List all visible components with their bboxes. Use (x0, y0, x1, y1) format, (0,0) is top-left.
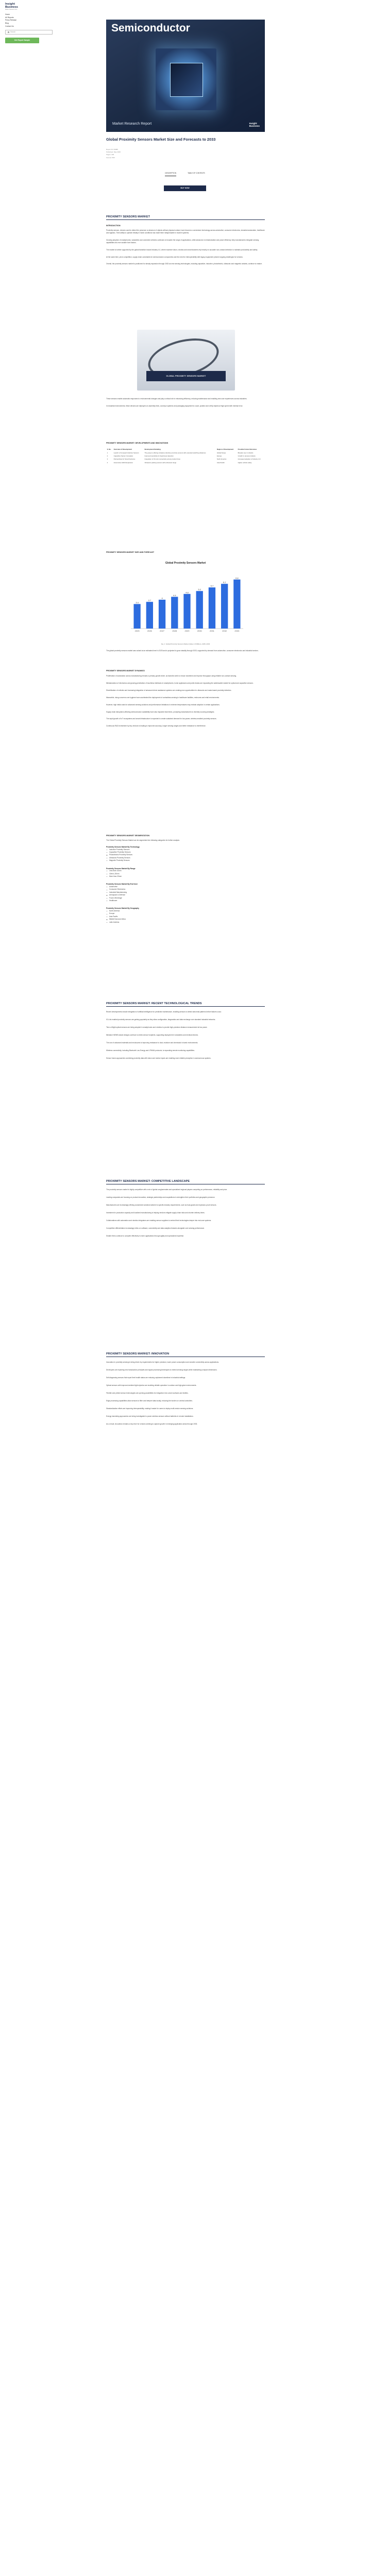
logo-line-1: Insight (5, 3, 15, 6)
segment-group-title: Proximity Sensors Market By Range (106, 867, 136, 870)
body-paragraph: The use of advanced materials and enclosures is improving resistance to dust, moisture and chemicals in harsh environments. (106, 1041, 198, 1044)
overview-heading: PROXIMITY SENSORS MARKET (106, 215, 265, 220)
body-paragraph: Edge processing capabilities allow sensors to filter and interpret data locally, reducing the burden on central controllers. (106, 1399, 193, 1402)
hero-subtitle: Market Research Report (112, 122, 152, 126)
body-paragraph: As a result, innovation remains a key lever for vendors seeking to capture growth in emerging application areas through 2033. (106, 1422, 198, 1425)
chart-bar (133, 604, 140, 629)
x-tick-label: 2031 (209, 629, 214, 632)
get-sample-button[interactable]: Get Report Sample (5, 38, 39, 43)
body-paragraph: Collaborations with automation and robotics integrators are enabling sensor suppliers to embed their technologies deeper into end-user systems. (106, 1219, 212, 1222)
table-row (106, 461, 265, 464)
image-banner: GLOBAL PROXIMITY SENSORS MARKET (146, 371, 226, 381)
table-cell: Asia Pacific (216, 461, 225, 464)
segment-list (106, 886, 265, 902)
table-cell: 1 (107, 451, 108, 454)
innovation-section (106, 1352, 265, 1425)
data-label: 5.7 (210, 584, 214, 587)
body-paragraph: Supply chain disruptions affecting semiconductor availability have also impacted lead times, prompting manufacturers to diversify sourcing strategies. (106, 710, 215, 713)
chart-bar (221, 584, 228, 629)
chart-bar (196, 591, 203, 629)
x-tick-label: 2028 (172, 629, 177, 632)
list-item: Automotive (106, 886, 265, 888)
body-paragraph: Meanwhile, rising concerns over hygiene have accelerated the deployment of contactless sensing in healthcare facilities, restrooms and retail environments. (106, 696, 220, 699)
x-tick-label: 2025 (134, 629, 140, 632)
intro-paragraph: At the same time, price competition, supply chain constraints for semiconductor components and the need for interoperability with legacy equipment present ongoing challenges for vendors. (106, 256, 243, 258)
intro-paragraph: Overall, the proximity sensors market is positioned for steady expansion through 2033 as new sensing technologies, including capacitive, inductive, photoelectric, ultrasonic and magnetic variants, continue to mature. (106, 263, 262, 265)
meta-format: Format: PDF (106, 156, 115, 159)
table-cell: Growth in process industry (238, 454, 256, 457)
table-cell: North America (216, 458, 227, 461)
list-item: Ultrasonic Proximity Sensors (106, 857, 265, 859)
intro-heading: INTRODUCTION (106, 225, 121, 227)
developments-table (106, 448, 265, 464)
report-meta (106, 148, 121, 159)
body-paragraph: The global proximity sensors market was valued at an estimated level in 2025 and is projected to grow steadily through 2033, supported by demand from automotive, consumer electronics and industrial sectors. (106, 649, 259, 652)
article-title: Global Proximity Sensors Market Size and Forecasts to 2033 (106, 137, 216, 142)
chip-illustration (156, 48, 216, 110)
body-paragraph: These sensors enable automatic responses to environmental changes and play a critical role in enhancing efficiency, reducing maintenance and enabling new user experiences across industries. (106, 398, 247, 400)
size-heading: PROXIMITY SENSORS MARKET SIZE AND FORECAST (106, 551, 155, 553)
buy-now-button[interactable]: BUY NOW (164, 185, 206, 191)
data-label: 3.4 (136, 601, 139, 604)
innovation-heading: PROXIMITY SENSORS MARKET: INNOVATION (106, 1352, 265, 1357)
nav-item-press-release[interactable]: Press Release (5, 19, 17, 22)
after-image-text (106, 398, 265, 408)
intro-paragraph: The market is further supported by the global transition toward Industry 4.0, where machine vision, robotics and smart factories rely heavily on accurate non-contact detection to maintain productivity and safety. (106, 248, 258, 251)
body-paragraph: Proliferation of automation across manufacturing remains a primary growth driver, as factories seek to reduce downtime and improve throughput using reliable non-contact sensing. (106, 675, 237, 677)
data-label: 4.4 (173, 594, 176, 597)
list-item: Middle East and Africa (106, 918, 265, 921)
search-placeholder: Search (10, 31, 16, 33)
list-item: Inductive Proximity Sensors (106, 849, 265, 851)
chart-bar (183, 594, 190, 628)
chart-caption: Fig. 1: Global Proximity Sensors Market (Value in $ Billion), 2025–2033 (161, 643, 210, 645)
body-paragraph: Electrification of vehicles and increasing integration of advanced driver assistance systems are creating new opportunities for ultrasonic and radar-based proximity detection. (106, 689, 232, 691)
meta-pages: Pages: 200 (106, 154, 114, 156)
body-paragraph: Optical sensors with improved ambient light rejection are enabling reliable operation in outdoor and high-glare environments. (106, 1384, 197, 1386)
table-cell: Higher vehicle safety (238, 461, 252, 464)
chart-bar (233, 576, 240, 628)
body-paragraph: Miniature MEMS-based designs continue to shrink sensor footprints, supporting deployment in wearables and medical devices. (106, 1033, 198, 1036)
developments-section (106, 442, 265, 464)
data-label: 3.7 (148, 599, 151, 602)
table-header-cell: Development Detailing (144, 448, 161, 451)
table-cell: 3 (107, 458, 108, 461)
market-bar-chart (124, 562, 247, 639)
competitive-heading: PROXIMITY SENSORS MARKET: COMPETITIVE LANDSCAPE (106, 1180, 265, 1184)
developments-heading: PROXIMITY SENSORS MARKET: DEVELOPMENTS AND INNOVATIONS (106, 442, 168, 444)
list-item: Latin America (106, 921, 265, 924)
table-cell: Ultrasonic parking sensors with enhanced range (144, 461, 177, 464)
list-item: Europe (106, 912, 265, 915)
table-cell: Partnerships for Smart Factories (113, 458, 136, 461)
report-tabs (132, 172, 238, 205)
table-header-cell: Possible Future Outcomes (238, 448, 257, 451)
table-cell: Increased adoption of Industry 4.0 (238, 458, 261, 461)
body-paragraph: The proximity sensors market is highly competitive with a mix of global conglomerates and specialized regional players competing on performance, reliability and price. (106, 1189, 228, 1191)
table-cell: Launch of Compact Inductive Sensors (113, 451, 139, 454)
body-paragraph: Time-of-flight optical sensors are being adopted in smartphones and robotics to provide high-precision distance measurement at low power. (106, 1026, 208, 1029)
list-item: Asia Pacific (106, 916, 265, 918)
segmentation-section (106, 835, 265, 924)
chart-bar (171, 597, 178, 629)
hero-brand-line-2: Business (249, 125, 260, 128)
site-header (5, 3, 57, 43)
body-paragraph: Self-diagnosing sensors that report their health status are reducing unplanned downtime in industrial settings. (106, 1377, 186, 1379)
logo-line-2: Business (5, 5, 18, 9)
meta-report-id: Report ID: 60988 (106, 148, 118, 150)
report-cover-image (106, 20, 265, 132)
body-paragraph: Energy harvesting approaches are being investigated to power wireless sensors without batteries in remote installations. (106, 1415, 194, 1417)
segmentation-intro: The Global Proximity Sensors Market can be segmented into following categories for further analysis. (106, 839, 180, 842)
body-paragraph: Competitive differentiation increasingly relies on software, connectivity and data analytics features alongside core sensing performance. (106, 1227, 205, 1229)
segment-group-title: Proximity Sensors Market By End User (106, 883, 138, 886)
data-label: 6.2 (223, 581, 226, 584)
data-label: 6.8 (235, 576, 239, 579)
table-cell: 4 (107, 461, 108, 464)
tab-description[interactable]: DESCRIPTION (165, 172, 176, 176)
body-paragraph: Wireless connectivity, including Bluetooth Low Energy and LPWAN protocols, is expanding remote monitoring capabilities. (106, 1049, 195, 1052)
site-logo[interactable] (5, 3, 57, 10)
list-item: Less than 10mm (106, 870, 265, 872)
dynamics-heading: PROXIMITY SENSORS MARKET DYNAMICS (106, 670, 145, 672)
table-cell: Improved sensitivity for liquid level detection (144, 454, 174, 457)
list-item: Aerospace & Defense (106, 894, 265, 896)
x-tick-label: 2029 (184, 629, 190, 632)
nav-item-all-reports[interactable]: All Reports (5, 16, 14, 19)
hero-brand-line-1: Insight (249, 122, 257, 125)
nav-item-blog[interactable]: Blog (5, 22, 9, 25)
body-paragraph: Manufacturers are increasingly offering customized solutions tailored to specific industry requirements, such as food-grade and explosion-proof sensors. (106, 1204, 217, 1207)
x-tick-label: 2032 (222, 629, 227, 632)
table-cell: 2 (107, 454, 108, 457)
table-header-cell: Region of Development (216, 448, 234, 451)
logo-tagline: Market Research Firm (5, 8, 18, 10)
meta-published: Published: May 2025 (106, 151, 121, 154)
proximity-sensor-image (137, 330, 235, 391)
tab-table-of-contents[interactable]: TABLE OF CONTENTS (188, 172, 205, 174)
search-icon (8, 31, 9, 33)
x-tick-label: 2033 (234, 629, 240, 632)
data-label: 4 (161, 597, 163, 599)
body-paragraph: Innovation in proximity sensing is being driven by requirements for higher precision, lower power consumption and smarter connectivity across applications. (106, 1361, 219, 1364)
search-input[interactable] (5, 30, 53, 35)
list-item: Industrial Manufacturing (106, 891, 265, 894)
data-label: 5.2 (198, 588, 201, 591)
table-cell: Integration of IO-Link connectivity across product lines (144, 458, 180, 461)
tech-trends-heading: PROXIMITY SENSORS MARKET: RECENT TECHNOLOGICAL TRENDS (106, 1002, 265, 1007)
body-paragraph: Leading companies are focusing on product innovation, strategic partnerships and acquisitions to strengthen their portfolios and geographic presence. (106, 1196, 215, 1199)
list-item: Consumer Electronics (106, 888, 265, 891)
table-cell: Capacitive Sensor Innovation (113, 454, 133, 457)
nav-item-home[interactable]: Home (5, 13, 10, 16)
chart-bar (146, 602, 153, 629)
bar-chart-svg (124, 566, 247, 637)
list-item: Magnetic Proximity Sensors (106, 859, 265, 862)
segment-group-title: Proximity Sensors Market By Technology (106, 845, 140, 848)
chart-bar (159, 600, 165, 629)
intro-paragraph: Growing adoption of smartphones, wearables and connected vehicles continues to broaden the range of applications, while advances in miniaturization and power efficiency help manufacturers integrate sensing capabilities into ever smaller form factors. (106, 239, 259, 244)
list-item: Food & Beverage (106, 897, 265, 900)
tech-trends-section (106, 1002, 265, 1060)
tab-bar (132, 172, 238, 176)
overview-section (106, 215, 265, 220)
body-paragraph: Developers are exploring new transduction principles and signal processing techniques to extend sensing ranges while maintaining compact dimensions. (106, 1369, 217, 1371)
hero-brand (249, 123, 260, 128)
segment-list (106, 910, 265, 924)
body-paragraph: The rapid growth of IoT ecosystems and smart infrastructure is expected to create sustained demand for low-power, wireless-enabled proximity sensors. (106, 718, 217, 720)
body-paragraph: In industrial environments, these devices are deployed on assembly lines, conveyor systems and packaging equipment to count, position and verify objects at high speed with minimal error. (106, 404, 243, 407)
body-paragraph: Standardization efforts are improving interoperability, making it easier for users to deploy multi-vendor sensing solutions. (106, 1407, 194, 1410)
body-paragraph: However, high initial costs for advanced sensing solutions and performance limitations in extreme temperatures may restrain adoption in certain applications. (106, 703, 220, 706)
table-cell: Global Scope (216, 451, 226, 454)
x-tick-label: 2030 (197, 629, 202, 632)
table-cell: Automotive ADAS Expansion (113, 461, 133, 464)
table-header-cell: Overview of Development (113, 448, 132, 451)
hero-title: Semiconductor (111, 22, 190, 34)
x-tick-label: 2027 (160, 629, 165, 632)
size-section (106, 551, 265, 554)
body-paragraph: Smaller firms continue to compete effectively in niche applications through agility and specialized expertise. (106, 1234, 184, 1237)
table-header-cell: S. No. (107, 448, 111, 451)
chart-title: Global Proximity Sensors Market (165, 562, 206, 565)
body-paragraph: Continuous R&D investment by key vendors is leading to improved accuracy, longer sensing ranges and better resistance to interference. (106, 725, 206, 727)
list-item: Photoelectric Proximity Sensors (106, 854, 265, 856)
body-paragraph: Recent developments include integration of artificial intelligence for predictive maintenance, enabling sensors to detect abnormal patterns before failures occur. (106, 1011, 222, 1013)
body-paragraph: Sensor fusion approaches combining proximity data with vision and motion inputs are enabling more reliable perception in autonomous systems. (106, 1057, 211, 1059)
intro-section (106, 225, 265, 265)
chart-bar (209, 587, 215, 629)
size-text (106, 643, 265, 652)
segment-list (106, 849, 265, 862)
list-item: More than 20mm (106, 875, 265, 878)
nav-item-contact[interactable]: Contact Us (5, 25, 14, 27)
list-item: Healthcare (106, 900, 265, 902)
body-paragraph: Investment in production capacity and localized manufacturing is helping vendors mitigate supply chain risks and shorten delivery times. (106, 1211, 205, 1214)
table-cell: The group is offering miniature inductive proximity sensors with extended switching distances (144, 451, 206, 454)
main-nav (5, 13, 57, 28)
segmentation-heading: PROXIMITY SENSORS MARKET SEGMENTATION (106, 835, 150, 837)
body-paragraph: IO-Link enabled proximity sensors are gaining popularity as they allow configuration, diagnostics and data exchange over standard industrial networks. (106, 1019, 216, 1021)
competitive-section (106, 1180, 265, 1238)
segment-group-title: Proximity Sensors Market By Geography (106, 907, 139, 910)
table-cell: Europe (216, 454, 222, 457)
list-item: North America (106, 910, 265, 912)
data-label: 4.8 (185, 590, 189, 594)
table-cell: Broader use in robotics (238, 451, 254, 454)
body-paragraph: Miniaturization of electronics and growing penetration of touchless interfaces in smartphones, home appliances and public kiosks are expanding the addressable market for optical and capacitive sensors. (106, 682, 254, 684)
body-paragraph: Flexible and printed sensor technologies are opening possibilities for integration into curved surfaces and textiles. (106, 1392, 189, 1394)
dynamics-section (106, 670, 265, 727)
list-item: 10mm–20mm (106, 873, 265, 875)
x-tick-label: 2026 (147, 629, 152, 632)
list-item: Capacitive Proximity Sensors (106, 851, 265, 854)
intro-paragraph: Proximity sensors, devices used to detect the presence or absence of objects without physical contact, have become a cornerstone technology across automotive, consumer electronics, industrial automation, healthcare and logistics. Their ability to operate reliably in harsh conditions has made them indispensable in modern systems. (106, 229, 265, 234)
